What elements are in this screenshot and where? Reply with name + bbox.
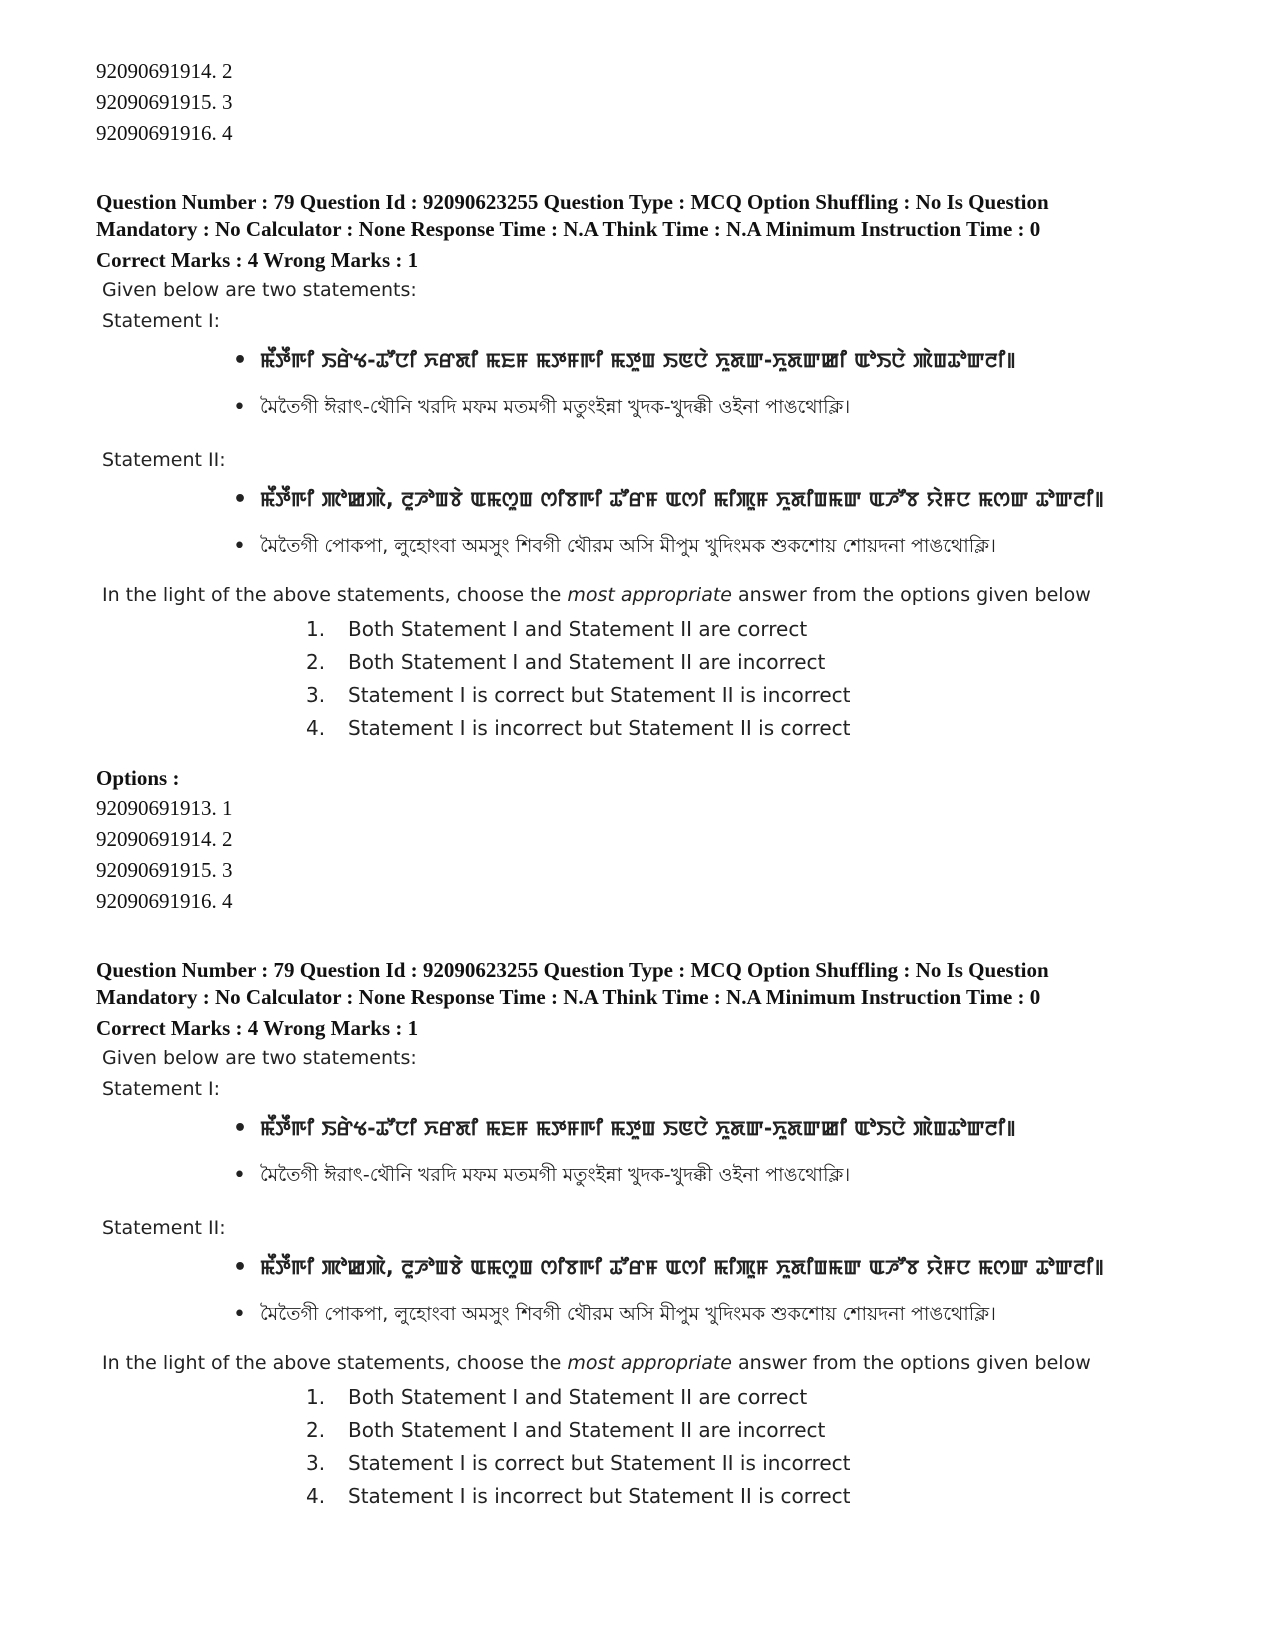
answer-choice xyxy=(96,613,1196,646)
statement-label: Statement II: xyxy=(102,449,226,471)
answer-choices xyxy=(96,1381,1196,1513)
statement-bengali: • মৈতৈগী পোকপা, লুহোংবা অমসুং শিবগী থৌরম অসি মীপুম খুদিংমক শুকশোয় শোয়দনা পাঙথোক্লি। xyxy=(96,523,1196,570)
instruction-post: answer from the options given below xyxy=(731,1352,1091,1374)
choice-number: 3. xyxy=(306,1451,326,1475)
question-meta xyxy=(96,189,1196,243)
statement-bullets xyxy=(96,1244,1196,1338)
question-intro: Given below are two statements: xyxy=(102,279,417,301)
choice-number: 4. xyxy=(306,716,326,740)
question-block xyxy=(96,189,1196,917)
question-meta-line: Mandatory : No Calculator : None Response Time : N.A Think Time : N.A Minimum Instruction Time : 0 xyxy=(96,217,1041,241)
answer-choice xyxy=(96,1381,1196,1414)
statement-label: Statement I: xyxy=(102,310,221,332)
statement-meetei-mayek: • ꯃꯩꯇꯩꯒꯤ ꯏꯔꯥꯠ-ꯊꯧꯅꯤ ꯈꯔꯗꯤ ꯃꯐꯝ ꯃꯇꯝꯒꯤ ꯃꯇꯨꯡ ꯏꯟꯅꯥ ꯈꯨꯗꯛ-ꯈꯨꯗꯛꯀꯤ ꯑꯣꯏꯅꯥ ꯄꯥꯡꯊꯣꯛꯂꯤ꯫ xyxy=(96,1105,1196,1152)
question-marks: Correct Marks : 4 Wrong Marks : 1 xyxy=(96,248,419,272)
instruction-pre: In the light of the above statements, choose the xyxy=(102,1352,568,1374)
instruction-post: answer from the options given below xyxy=(731,584,1091,606)
statement-label: Statement II: xyxy=(102,1217,226,1239)
answer-choice xyxy=(96,646,1196,679)
option-line: 92090691916. 4 xyxy=(96,889,233,913)
option-line: 92090691916. 4 xyxy=(96,121,233,145)
question-block xyxy=(96,957,1196,1513)
instruction-emphasis: most appropriate xyxy=(567,584,732,606)
instruction-text xyxy=(102,1348,1196,1379)
instruction-emphasis: most appropriate xyxy=(567,1352,732,1374)
question-intro: Given below are two statements: xyxy=(102,1047,417,1069)
choice-text: Statement I is correct but Statement II is incorrect xyxy=(348,683,851,707)
answer-choice xyxy=(96,712,1196,745)
question-meta-line: Question Number : 79 Question Id : 92090623255 Question Type : MCQ Option Shuffling : No Is Question xyxy=(96,958,1049,982)
choice-text: Statement I is correct but Statement II is incorrect xyxy=(348,1451,851,1475)
answer-choices xyxy=(96,613,1196,745)
choice-number: 2. xyxy=(306,650,326,674)
choice-text: Both Statement I and Statement II are incorrect xyxy=(348,650,826,674)
instruction-text xyxy=(102,580,1196,611)
statement-bengali: • মৈতৈগী ঈরাৎ-থৌনি খরদি মফম মতমগী মতুংইন্না খুদক-খুদক্কী ওইনা পাঙথোক্লি। xyxy=(96,1152,1196,1199)
choice-text: Both Statement I and Statement II are incorrect xyxy=(348,1418,826,1442)
options-heading: Options : xyxy=(96,766,180,790)
statement-meetei-mayek: • ꯃꯩꯇꯩꯒꯤ ꯄꯣꯀꯄꯥ, ꯂꯨꯍꯣꯡꯕꯥ ꯑꯃꯁꯨꯡ ꯁꯤꯕꯒꯤ ꯊꯧꯔꯝ ꯑꯁꯤ ꯃꯤꯄꯨꯝ ꯈꯨꯗꯤꯡꯃꯛ ꯑꯍꯧꯕ ꯌꯥꯝꯅ ꯃꯁꯛ ꯊꯣꯛꯂꯤ꯫ xyxy=(96,1244,1196,1291)
statement-bullets xyxy=(96,337,1196,431)
answer-choice xyxy=(96,1414,1196,1447)
choice-text: Both Statement I and Statement II are correct xyxy=(348,1385,808,1409)
statement-label: Statement I: xyxy=(102,1078,221,1100)
option-line: 92090691914. 2 xyxy=(96,827,233,851)
option-line: 92090691915. 3 xyxy=(96,858,233,882)
document-page xyxy=(96,56,1196,1513)
statement-bullets xyxy=(96,476,1196,570)
choice-text: Statement I is incorrect but Statement II is correct xyxy=(348,1484,851,1508)
choice-number: 2. xyxy=(306,1418,326,1442)
answer-choice xyxy=(96,1480,1196,1513)
statement-bengali: • মৈতৈগী পোকপা, লুহোংবা অমসুং শিবগী থৌরম অসি মীপুম খুদিংমক শুকশোয় শোয়দনা পাঙথোক্লি। xyxy=(96,1291,1196,1338)
statement-bengali: • মৈতৈগী ঈরাৎ-থৌনি খরদি মফম মতমগী মতুংইন্না খুদক-খুদক্কী ওইনা পাঙথোক্লি। xyxy=(96,384,1196,431)
choice-text: Statement I is incorrect but Statement II is correct xyxy=(348,716,851,740)
question-meta-line: Mandatory : No Calculator : None Response Time : N.A Think Time : N.A Minimum Instruction Time : 0 xyxy=(96,985,1041,1009)
option-line: 92090691915. 3 xyxy=(96,90,233,114)
instruction-pre: In the light of the above statements, choose the xyxy=(102,584,568,606)
choice-number: 1. xyxy=(306,617,326,641)
choice-number: 4. xyxy=(306,1484,326,1508)
answer-choice xyxy=(96,679,1196,712)
option-line: 92090691913. 1 xyxy=(96,796,233,820)
choice-text: Both Statement I and Statement II are correct xyxy=(348,617,808,641)
choice-number: 1. xyxy=(306,1385,326,1409)
statement-bullets xyxy=(96,1105,1196,1199)
answer-choice xyxy=(96,1447,1196,1480)
option-list xyxy=(96,793,1196,917)
option-line: 92090691914. 2 xyxy=(96,59,233,83)
question-marks: Correct Marks : 4 Wrong Marks : 1 xyxy=(96,1016,419,1040)
statement-meetei-mayek: • ꯃꯩꯇꯩꯒꯤ ꯄꯣꯀꯄꯥ, ꯂꯨꯍꯣꯡꯕꯥ ꯑꯃꯁꯨꯡ ꯁꯤꯕꯒꯤ ꯊꯧꯔꯝ ꯑꯁꯤ ꯃꯤꯄꯨꯝ ꯈꯨꯗꯤꯡꯃꯛ ꯑꯍꯧꯕ ꯌꯥꯝꯅ ꯃꯁꯛ ꯊꯣꯛꯂꯤ꯫ xyxy=(96,476,1196,523)
question-meta-line: Question Number : 79 Question Id : 92090623255 Question Type : MCQ Option Shuffling : No Is Question xyxy=(96,190,1049,214)
statement-meetei-mayek: • ꯃꯩꯇꯩꯒꯤ ꯏꯔꯥꯠ-ꯊꯧꯅꯤ ꯈꯔꯗꯤ ꯃꯐꯝ ꯃꯇꯝꯒꯤ ꯃꯇꯨꯡ ꯏꯟꯅꯥ ꯈꯨꯗꯛ-ꯈꯨꯗꯛꯀꯤ ꯑꯣꯏꯅꯥ ꯄꯥꯡꯊꯣꯛꯂꯤ꯫ xyxy=(96,337,1196,384)
question-meta xyxy=(96,957,1196,1011)
top-option-list xyxy=(96,56,1196,149)
choice-number: 3. xyxy=(306,683,326,707)
